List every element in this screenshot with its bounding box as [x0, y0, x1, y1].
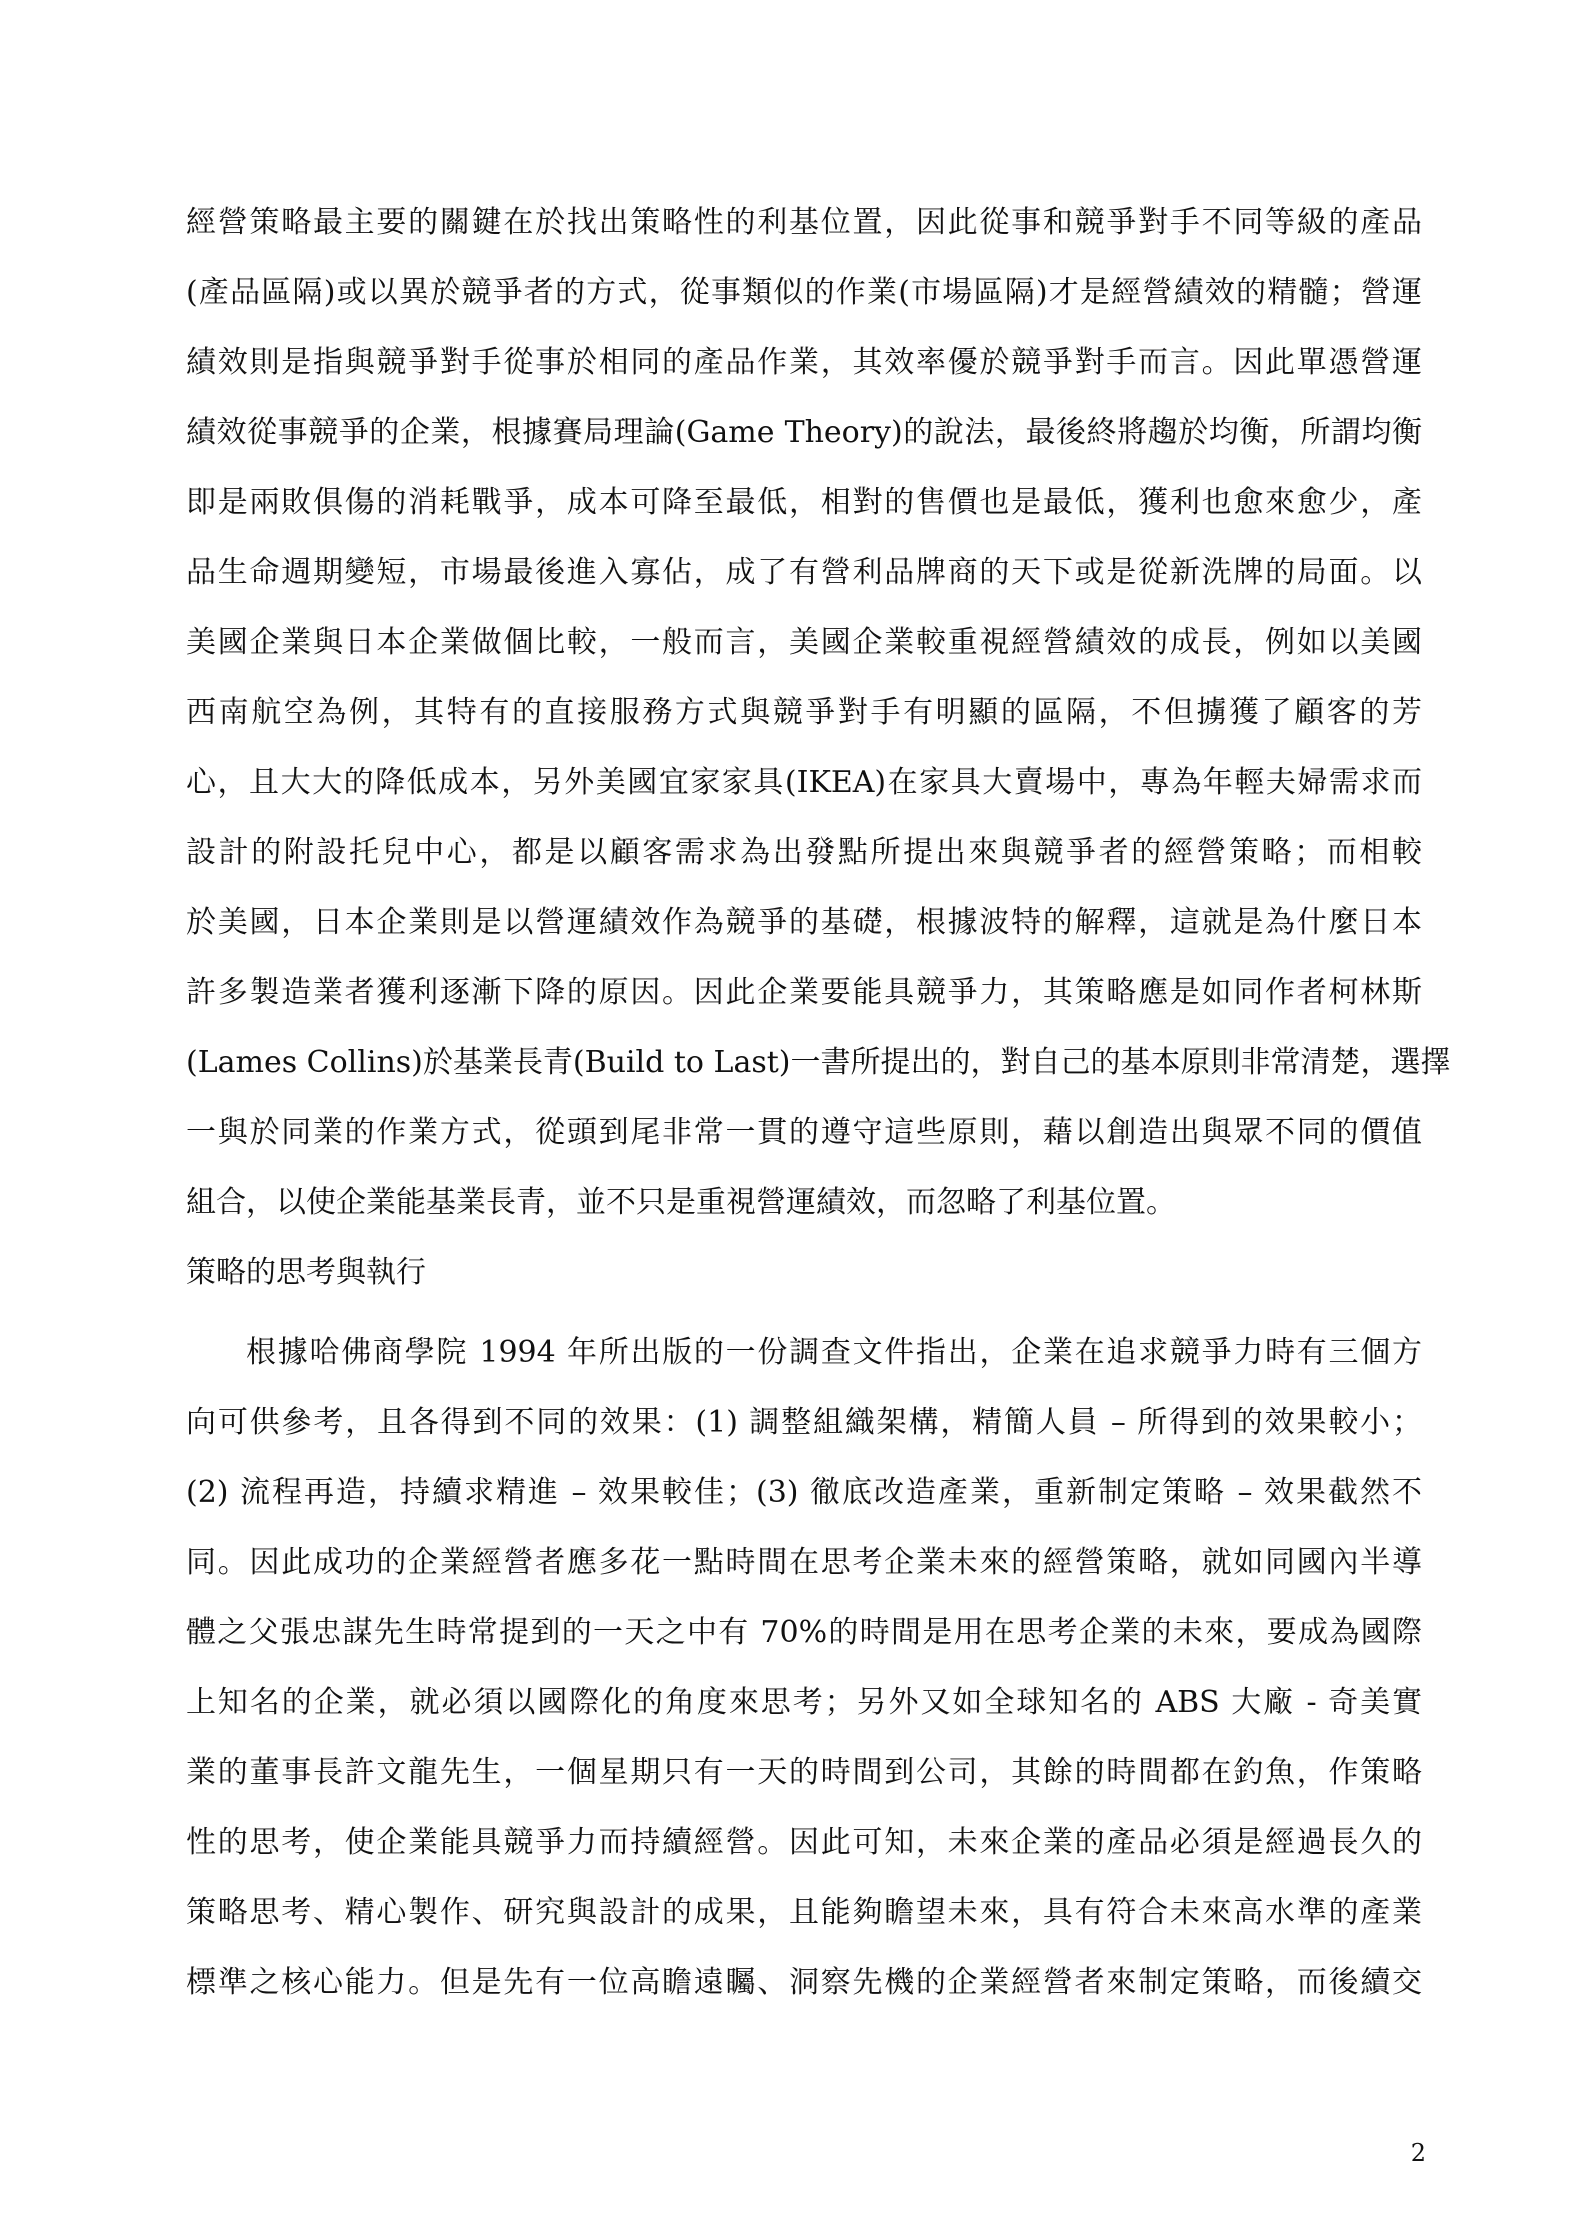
paragraph-line: 績效從事競爭的企業，根據賽局理論(Game Theory)的說法，最後終將趨於均衡，所謂均衡 — [186, 415, 1422, 450]
paragraph-line: 於美國，日本企業則是以營運績效作為競爭的基礎，根據波特的解釋，這就是為什麼日本 — [186, 905, 1422, 940]
paragraph-line: 組合，以使企業能基業長青，並不只是重視營運績效，而忽略了利基位置。 — [186, 1185, 1176, 1220]
paragraph-line: 業的董事長許文龍先生，一個星期只有一天的時間到公司，其餘的時間都在釣魚，作策略 — [186, 1755, 1422, 1790]
paragraph-line: (2) 流程再造，持續求精進 – 效果較佳；(3) 徹底改造產業，重新制定策略 – 效果截然不 — [186, 1475, 1422, 1510]
paragraph-line: 經營策略最主要的關鍵在於找出策略性的利基位置，因此從事和競爭對手不同等級的產品 — [186, 205, 1422, 240]
paragraph-line: 設計的附設托兒中心，都是以顧客需求為出發點所提出來與競爭者的經營策略；而相較 — [186, 835, 1422, 870]
paragraph-line: 美國企業與日本企業做個比較，一般而言，美國企業較重視經營績效的成長，例如以美國 — [186, 625, 1422, 660]
paragraph-line: 西南航空為例，其特有的直接服務方式與競爭對手有明顯的區隔，不但擄獲了顧客的芳 — [186, 695, 1422, 730]
paragraph-line: 策略思考、精心製作、研究與設計的成果，且能夠瞻望未來，具有符合未來高水準的產業 — [186, 1895, 1422, 1930]
paragraph-line: 根據哈佛商學院 1994 年所出版的一份調查文件指出，企業在追求競爭力時有三個方 — [246, 1335, 1422, 1370]
paragraph-line: 心，且大大的降低成本，另外美國宜家家具(IKEA)在家具大賣場中，專為年輕夫婦需求而 — [186, 765, 1422, 800]
paragraph-line: (Lames Collins)於基業長青(Build to Last)一書所提出的，對自己的基本原則非常清楚，選擇 — [186, 1045, 1451, 1080]
paragraph-line: 一與於同業的作業方式，從頭到尾非常一貫的遵守這些原則，藉以創造出與眾不同的價值 — [186, 1115, 1422, 1150]
paragraph-line: 向可供參考，且各得到不同的效果：(1) 調整組織架構，精簡人員 – 所得到的效果較小； — [186, 1405, 1422, 1440]
paragraph-line: 品生命週期變短，市場最後進入寡佔，成了有營利品牌商的天下或是從新洗牌的局面。以 — [186, 555, 1422, 590]
section-heading: 策略的思考與執行 — [186, 1255, 426, 1290]
paragraph-line: 性的思考，使企業能具競爭力而持續經營。因此可知，未來企業的產品必須是經過長久的 — [186, 1825, 1422, 1860]
paragraph-line: 績效則是指與競爭對手從事於相同的產品作業，其效率優於競爭對手而言。因此單憑營運 — [186, 345, 1422, 380]
paragraph-line: 上知名的企業，就必須以國際化的角度來思考；另外又如全球知名的 ABS 大廠 - 奇美實 — [186, 1685, 1422, 1720]
paragraph-line: 標準之核心能力。但是先有一位高瞻遠矚、洞察先機的企業經營者來制定策略，而後續交 — [186, 1965, 1422, 2000]
paragraph-line: 同。因此成功的企業經營者應多花一點時間在思考企業未來的經營策略，就如同國內半導 — [186, 1545, 1422, 1580]
paragraph-line: (產品區隔)或以異於競爭者的方式，從事類似的作業(市場區隔)才是經營績效的精髓；營運 — [186, 275, 1422, 310]
paragraph-line: 即是兩敗俱傷的消耗戰爭，成本可降至最低，相對的售價也是最低，獲利也愈來愈少，產 — [186, 485, 1422, 520]
page-number: 2 — [1410, 2139, 1426, 2167]
paragraph-line: 體之父張忠謀先生時常提到的一天之中有 70%的時間是用在思考企業的未來，要成為國際 — [186, 1615, 1422, 1650]
paragraph-line: 許多製造業者獲利逐漸下降的原因。因此企業要能具競爭力，其策略應是如同作者柯林斯 — [186, 975, 1422, 1010]
